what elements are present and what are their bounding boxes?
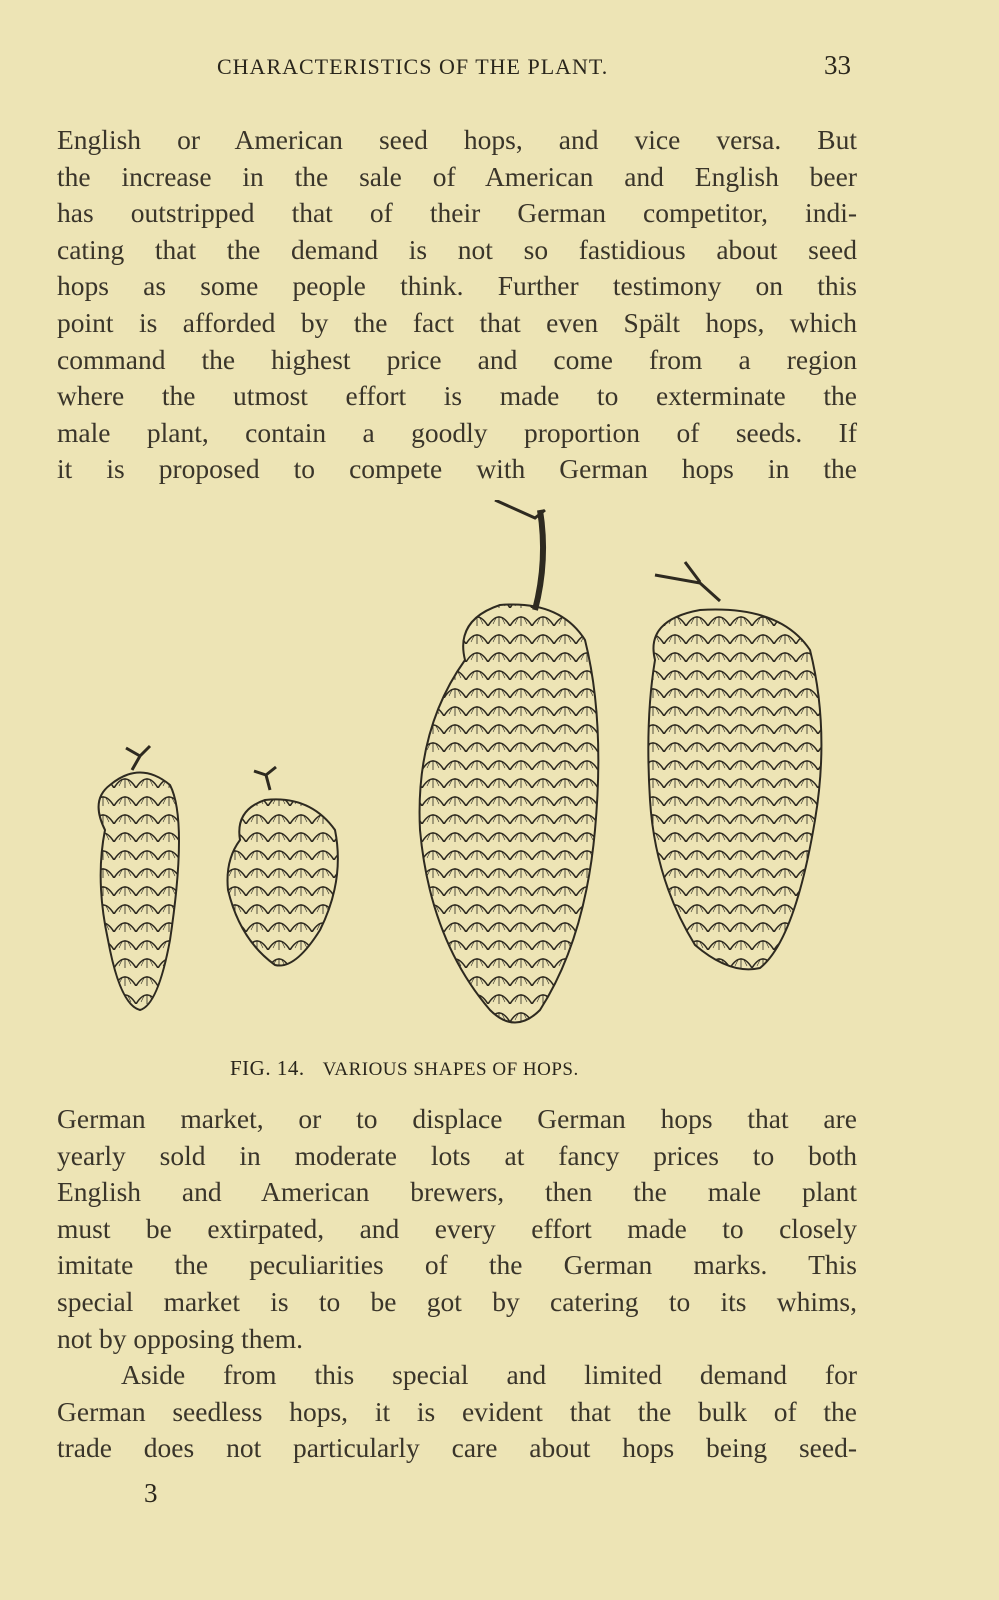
text-line: trade does not particularly care about hops being seed- [57,1432,857,1464]
text-line: German seedless hops, it is evident that the bulk of the [57,1395,857,1427]
text-line: the increase in the sale of American and English beer [57,160,857,192]
text-line: where the utmost effort is made to exterminate the [57,380,857,412]
paragraph-2 [57,1101,857,1467]
text-line: special market is to be got by catering to its whims, [57,1285,857,1317]
text-line: English and American brewers, then the male plant [57,1176,857,1208]
page-number: 33 [824,50,851,80]
text-line: not by opposing them. [57,1322,303,1354]
text-line: must be extirpated, and every effort made to closely [57,1212,857,1244]
text-line: point is afforded by the fact that even Spält hops, which [57,306,857,338]
signature-mark: 3 [144,1478,158,1508]
text-line: imitate the peculiarities of the German marks. This [57,1249,857,1281]
text-line: command the highest price and come from a region [57,343,857,375]
text-line: yearly sold in moderate lots at fancy prices to both [57,1139,857,1171]
hop-cone-1 [99,746,179,1010]
text-line: cating that the demand is not so fastidious about seed [57,233,857,265]
paragraph-1 [57,122,857,488]
hops-illustration [70,500,870,1040]
text-line: Aside from this special and limited demand for [121,1359,857,1391]
hop-cone-3 [420,500,599,1023]
text-line: male plant, contain a goodly proportion of seeds. If [57,416,857,448]
text-line: German market, or to displace German hops that are [57,1103,857,1134]
hop-cone-2 [228,767,338,966]
text-line: hops as some people think. Further testimony on this [57,270,857,302]
page-header [0,50,999,86]
text-line: English or American seed hops, and vice versa. But [57,124,857,155]
figure-label: FIG. 14. [230,1056,305,1080]
hop-cones-drawing [70,500,870,1040]
figure-caption [230,1056,579,1081]
hop-cone-4 [648,562,821,969]
running-head: CHARACTERISTICS OF THE PLANT. [217,54,609,79]
figure-caption-text: VARIOUS SHAPES OF HOPS. [322,1059,579,1080]
text-line: it is proposed to compete with German hops in the [57,453,857,485]
text-line: has outstripped that of their German competitor, indi- [57,197,857,229]
